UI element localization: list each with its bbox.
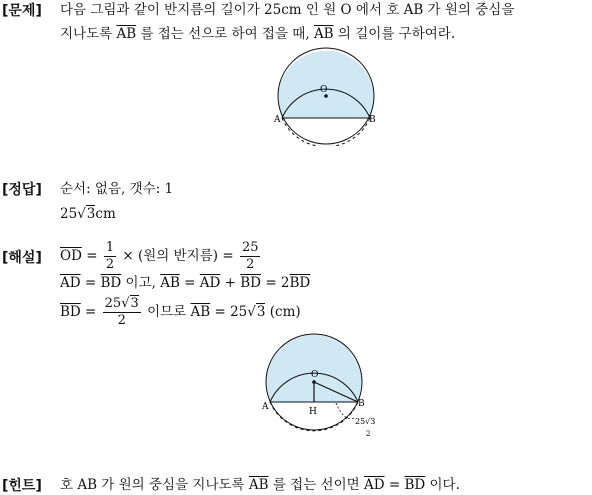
label-b: B <box>358 399 365 409</box>
problem-line-2 <box>60 24 455 44</box>
text: 이고, <box>125 275 156 291</box>
answer-line-1: 순서: 없음, 갯수: 1 <box>60 181 174 197</box>
plus: + <box>224 275 236 291</box>
seg-bd: $\overline{BD}$ <box>60 304 81 320</box>
seg-ad: $\overline{AD}$ <box>60 275 81 291</box>
solution-line-1 <box>60 238 262 274</box>
solution-line-2 <box>60 273 310 293</box>
eq: = <box>86 248 98 264</box>
answer-root: 3 <box>86 206 96 222</box>
num: 25√3 <box>104 296 139 311</box>
seg-bd: $\overline{BD}$ <box>240 275 262 291</box>
eq: = <box>85 304 97 320</box>
seg-bd: $\overline{BD}$ <box>289 275 311 291</box>
hint-tag: [힌트] <box>2 478 42 494</box>
eq: = <box>388 477 401 493</box>
text: 지나도록 <box>60 26 113 42</box>
label-a: A <box>262 402 269 412</box>
label-val: 25√3 <box>355 417 376 426</box>
num: 25 <box>241 240 259 255</box>
unit: (cm) <box>269 304 301 320</box>
label-h: H <box>309 407 317 417</box>
label-a: A <box>274 115 281 125</box>
text: 호 AB 가 원의 중심을 지나도록 <box>60 477 245 493</box>
den: 2 <box>246 257 255 272</box>
seg-ab: $\overline{AB}$ <box>190 304 211 320</box>
text: 의 길이를 구하여라. <box>337 26 456 42</box>
problem-figure <box>270 42 380 146</box>
solution-figure <box>258 330 388 442</box>
arc-ab: $\overline{AB}$ <box>313 26 334 42</box>
answer-unit: cm <box>95 206 116 222</box>
answer-line-2: 25√3cm <box>60 206 116 222</box>
problem-tag: [문제] <box>2 3 42 19</box>
hint-line <box>60 475 460 495</box>
fraction <box>104 240 116 273</box>
solution-tag: [해설] <box>2 250 42 266</box>
fraction <box>240 240 261 273</box>
seg-ad: $\overline{AD}$ <box>199 275 221 291</box>
problem-line-1: 다음 그림과 같이 반지름의 길이가 25cm 인 원 O 에서 호 AB 가 원의 중심을 <box>60 2 515 18</box>
text: 를 접는 선으로 하여 접을 때, <box>140 26 310 42</box>
label-o: O <box>320 85 328 95</box>
seg-ab: $\overline{AB}$ <box>248 477 269 493</box>
num: 1 <box>105 240 115 255</box>
text: 이므로 <box>147 304 187 320</box>
label-den: 2 <box>366 430 371 438</box>
eq: = 25 <box>214 304 248 320</box>
den: 2 <box>105 257 115 272</box>
seg-od: $\overline{OD}$ <box>60 248 82 264</box>
seg-bd: $\overline{BD}$ <box>100 275 122 291</box>
den: 2 <box>117 313 126 328</box>
answer-num: 25 <box>60 206 78 222</box>
num-val: 25 <box>104 296 122 311</box>
seg-bd: $\overline{BD}$ <box>404 477 426 493</box>
solution-line-3: $\overline{BD}$ = $\frac{25√3}{2}$ 이므로 $\overline{AB} = 25√3$ (cm) <box>60 296 301 328</box>
label-o: O <box>311 370 319 380</box>
text: × (원의 반지름) = <box>122 248 234 264</box>
num-root: 3 <box>130 296 139 311</box>
eq: = <box>184 275 196 291</box>
text: 이다. <box>429 477 460 493</box>
seg-ab: $\overline{AB}$ <box>160 275 180 291</box>
eq: = 2 <box>265 275 290 291</box>
root: 3 <box>256 304 266 320</box>
eq: = <box>84 275 97 291</box>
label-b: B <box>369 115 376 125</box>
answer-tag: [정답] <box>2 182 42 198</box>
arc-ab: $\overline{AB}$ <box>116 26 137 42</box>
seg-ad: $\overline{AD}$ <box>363 477 385 493</box>
fraction <box>103 296 141 329</box>
text: 를 접는 선이면 <box>272 477 360 493</box>
